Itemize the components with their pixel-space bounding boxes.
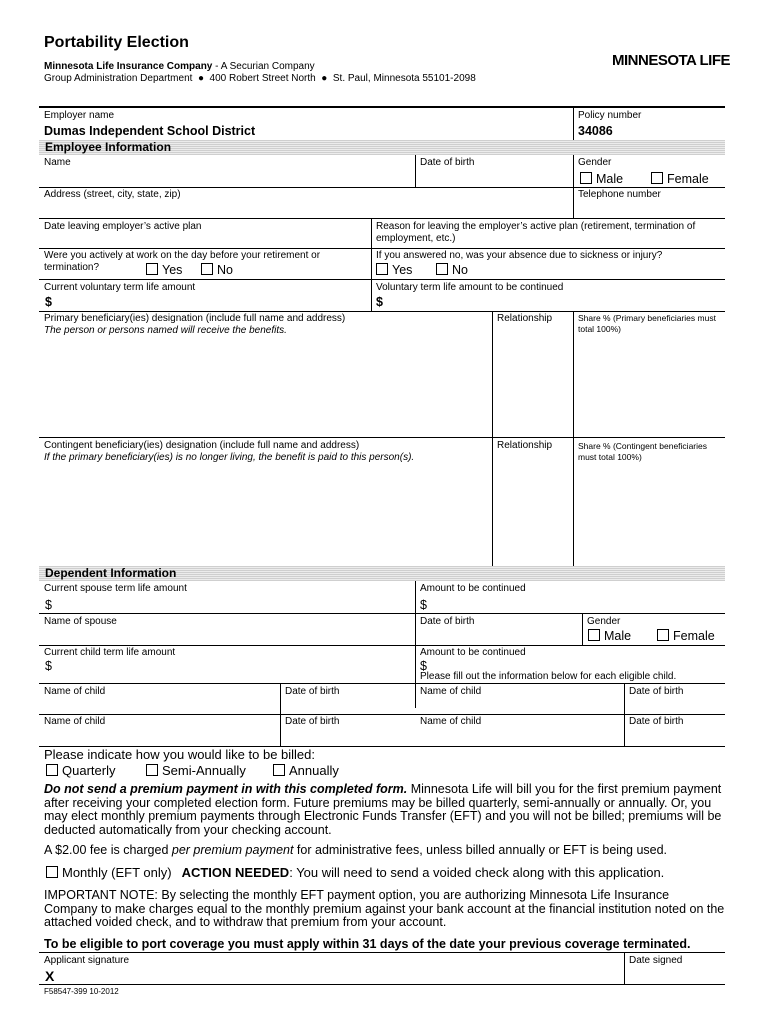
employee-name-label: Name [44, 157, 71, 168]
no-label: No [217, 263, 233, 277]
primary-share-label: Share % (Primary beneficiaries must total 100%) [578, 313, 716, 334]
actively-yes-checkbox[interactable] [146, 263, 158, 275]
premium-explanation: Minnesota Life will bill you for the first premium payment after receiving your completed election form. Future premiums may be billed quarterly, semi-annually or annually. Or, you may elect monthly premium payments through Electronic Funds Transfer (EFT) and you will not be billed; premiums will be deducted automatically from your checking account. [44, 782, 722, 837]
employee-gender-label: Gender [578, 157, 612, 168]
minnesota-life-logo: MINNESOTA LIFE [612, 52, 730, 69]
semiannual-label: Semi-Annually [162, 763, 246, 778]
male-label: Male [604, 629, 632, 643]
action-needed-label: ACTION NEEDED [181, 865, 290, 880]
spouse-continued-label: Amount to be continued [420, 583, 526, 594]
contingent-beneficiary-note: If the primary beneficiary(ies) is no longer living, the benefit is paid to this person(s). [44, 452, 415, 463]
female-label: Female [673, 629, 715, 643]
sickness-yes-option[interactable] [376, 263, 412, 277]
fee-paragraph [44, 844, 734, 858]
company-name: Minnesota Life Insurance Company [44, 61, 213, 72]
child-3-dob-label: Date of birth [285, 716, 340, 727]
signature-x-mark[interactable]: X [45, 968, 55, 984]
contingent-relationship-label: Relationship [497, 440, 553, 451]
current-amount-label: Current voluntary term life amount [44, 282, 196, 293]
employer-name-value[interactable]: Dumas Independent School District [44, 124, 256, 138]
applicant-signature-label: Applicant signature [44, 955, 130, 966]
sickness-no-checkbox[interactable] [436, 263, 448, 275]
fee-text-b: for administrative fees, unless billed annually or EFT is being used. [293, 843, 668, 857]
actively-no-checkbox[interactable] [201, 263, 213, 275]
male-checkbox[interactable] [580, 172, 592, 184]
eligibility-notice: To be eligible to port coverage you must apply within 31 days of the date your previous coverage terminated. [44, 937, 691, 951]
company-line [44, 61, 315, 73]
semiannual-checkbox[interactable] [146, 764, 158, 776]
policy-number-label: Policy number [578, 110, 642, 121]
child-fill-note: Please fill out the information below for each eligible child. [420, 671, 677, 682]
spouse-male-checkbox[interactable] [588, 629, 600, 641]
billing-question: Please indicate how you would like to be billed: [44, 747, 316, 762]
female-label: Female [667, 172, 709, 186]
employee-gender-female[interactable] [651, 172, 709, 186]
actively-no-option[interactable] [201, 263, 233, 277]
reason-leaving-label: Reason for leaving the employer’s active plan (retirement, termination of employment, etc.) [376, 221, 696, 244]
premium-payment-paragraph [44, 783, 726, 837]
contingent-beneficiary-label: Contingent beneficiary(ies) designation (include full name and address) [44, 440, 360, 451]
spouse-female-checkbox[interactable] [657, 629, 669, 641]
child-2-name-label: Name of child [420, 686, 482, 697]
annual-label: Annually [289, 763, 339, 778]
quarterly-checkbox[interactable] [46, 764, 58, 776]
primary-relationship-label: Relationship [497, 313, 553, 324]
child-amount-dollar[interactable]: $ [45, 659, 52, 673]
annual-checkbox[interactable] [273, 764, 285, 776]
billing-annual-option[interactable] [273, 763, 339, 778]
spouse-gender-female[interactable] [657, 629, 715, 643]
child-continued-dollar[interactable]: $ [420, 659, 427, 673]
child-4-name-label: Name of child [420, 716, 482, 727]
spouse-gender-label: Gender [587, 616, 621, 627]
monthly-eft-checkbox[interactable] [46, 866, 58, 878]
company-tagline: - A Securian Company [212, 61, 315, 72]
monthly-eft-label: Monthly (EFT only) [62, 865, 172, 880]
important-note: IMPORTANT NOTE: By selecting the monthly EFT payment option, you are authorizing Minnesota Life Insurance Company to make charges equal to the monthly premium against your bank account at the financial institution noted on the attached voided check, and to withdraw that premium from your account. [44, 888, 725, 929]
sickness-no-option[interactable] [436, 263, 468, 277]
male-label: Male [596, 172, 624, 186]
billing-semiannual-option[interactable] [146, 763, 246, 778]
child-amount-label: Current child term life amount [44, 647, 176, 658]
dependent-section-title: Dependent Information [45, 566, 177, 580]
company-address: Group Administration Department ● 400 Robert Street North ● St. Paul, Minnesota 55101-2098 [44, 73, 476, 84]
address-label: Address (street, city, state, zip) [44, 189, 181, 200]
fee-text-ital: per premium payment [171, 843, 294, 857]
employee-dob-label: Date of birth [420, 157, 475, 168]
spouse-gender-male[interactable] [588, 629, 631, 643]
child-4-dob-label: Date of birth [629, 716, 684, 727]
telephone-label: Telephone number [578, 189, 661, 200]
policy-number-value[interactable]: 34086 [578, 124, 613, 138]
child-1-name-label: Name of child [44, 686, 106, 697]
form-number: F58547-399 10-2012 [44, 987, 119, 996]
monthly-eft-option[interactable] [46, 865, 664, 880]
if-no-label: If you answered no, was your absence due to sickness or injury? [376, 250, 663, 261]
fee-text-a: A $2.00 fee is charged [44, 843, 172, 857]
spouse-amount-dollar[interactable]: $ [45, 598, 52, 612]
employee-gender-male[interactable] [580, 172, 623, 186]
yes-label: Yes [392, 263, 413, 277]
primary-beneficiary-label: Primary beneficiary(ies) designation (include full name and address) [44, 313, 346, 324]
sickness-yes-checkbox[interactable] [376, 263, 388, 275]
spouse-amount-label: Current spouse term life amount [44, 583, 187, 594]
quarterly-label: Quarterly [62, 763, 116, 778]
actively-at-work-label: Were you actively at work on the day before your retirement or termination? [44, 250, 321, 273]
no-label: No [452, 263, 468, 277]
female-checkbox[interactable] [651, 172, 663, 184]
premium-warning: Do not send a premium payment in with this completed form. [44, 782, 408, 796]
child-1-dob-label: Date of birth [285, 686, 340, 697]
child-2-dob-label: Date of birth [629, 686, 684, 697]
employer-name-label: Employer name [44, 110, 115, 121]
primary-beneficiary-note: The person or persons named will receive the benefits. [44, 325, 287, 336]
yes-label: Yes [162, 263, 183, 277]
child-3-name-label: Name of child [44, 716, 106, 727]
billing-quarterly-option[interactable] [46, 763, 115, 778]
action-needed-text: : You will need to send a voided check along with this application. [289, 865, 665, 880]
contingent-share-label: Share % (Contingent beneficiaries must total 100%) [578, 441, 707, 462]
employee-section-title: Employee Information [45, 140, 172, 154]
continued-amount-label: Voluntary term life amount to be continued [376, 282, 564, 293]
date-signed-label: Date signed [629, 955, 683, 966]
child-continued-label: Amount to be continued [420, 647, 526, 658]
page-title: Portability Election [44, 34, 189, 51]
date-leaving-label: Date leaving employer’s active plan [44, 221, 202, 232]
continued-amount-dollar[interactable]: $ [376, 295, 383, 309]
spouse-dob-label: Date of birth [420, 616, 475, 627]
spouse-continued-dollar[interactable]: $ [420, 598, 427, 612]
actively-yes-option[interactable] [146, 263, 182, 277]
current-amount-dollar[interactable]: $ [45, 295, 52, 309]
spouse-name-label: Name of spouse [44, 616, 117, 627]
